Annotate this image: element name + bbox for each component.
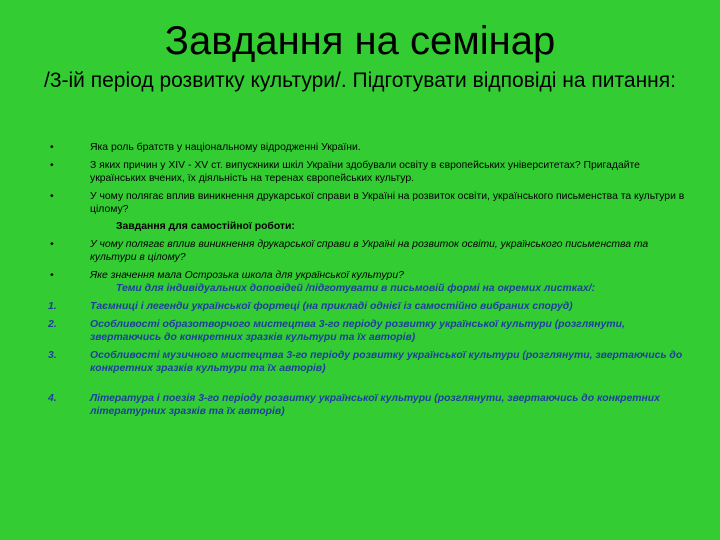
- bullet-marker: •: [50, 191, 54, 203]
- slide-title: Завдання на семінар: [164, 19, 556, 63]
- independent-text: У чому полягає вплив виникнення друкарської справи в Україні на розвиток освіти, українського письменства та культури в цілому?: [90, 239, 649, 263]
- slide-subtitle: /3-ій період розвитку культури/. Підготувати відповіді на питання:: [44, 69, 676, 92]
- report-text: Особливості музичного мистецтва 3-го періоду розвитку української культури (розглянути, звертаючись до конкретних зразків культури та їх авторів): [90, 350, 683, 374]
- list-item: [48, 160, 688, 185]
- report-text: Особливості образотворчого мистецтва 3-го періоду розвитку української культури (розглянути, звертаючись до конкретних зразків культури та їх авторів): [90, 319, 625, 343]
- item-number: 3.: [48, 350, 57, 362]
- bullet-marker: •: [50, 160, 54, 172]
- bullet-marker: •: [50, 142, 54, 153]
- question-text: З яких причин у XIV - XV ст. випускники шкіл України здобували освіту в європейських університетах? Пригадайте українських вчених, їх діяльність на теренах європейських культур.: [90, 160, 640, 184]
- bullet-marker: •: [50, 270, 54, 282]
- list-item: [48, 393, 688, 418]
- reports-heading: Теми для індивідуальних доповідей /підготувати в письмовій формі на окремих листках/:: [116, 282, 596, 294]
- list-item: [48, 319, 688, 344]
- content-list: [48, 142, 688, 424]
- item-number: 1.: [48, 301, 57, 313]
- item-number: 2.: [48, 319, 57, 331]
- bullet-marker: •: [50, 239, 54, 251]
- independent-text: Яке значення мала Острозька школа для української культури?: [90, 270, 404, 282]
- list-item: [48, 301, 688, 313]
- list-item: [48, 239, 688, 264]
- report-text: Література і поезія 3-го періоду розвитку української культури (розглянути, звертаючись до конкретних літературних зразків та їх авторів): [90, 393, 660, 417]
- list-item: [48, 270, 688, 282]
- question-text: Яка роль братств у національному відродженні України.: [90, 142, 361, 153]
- list-item: [48, 350, 688, 375]
- report-text: Таємниці і легенди української фортеці (на прикладі однієї із самостійно вибраних споруд): [90, 301, 573, 313]
- item-number: 4.: [48, 393, 57, 405]
- list-item: [48, 142, 688, 154]
- list-item: [48, 191, 688, 216]
- question-text: У чому полягає вплив виникнення друкарської справи в Україні на розвиток освіти, українського письменства та культури в цілому?: [90, 191, 685, 215]
- independent-work-heading: Завдання для самостійної роботи:: [116, 221, 295, 233]
- spacer: [48, 381, 688, 393]
